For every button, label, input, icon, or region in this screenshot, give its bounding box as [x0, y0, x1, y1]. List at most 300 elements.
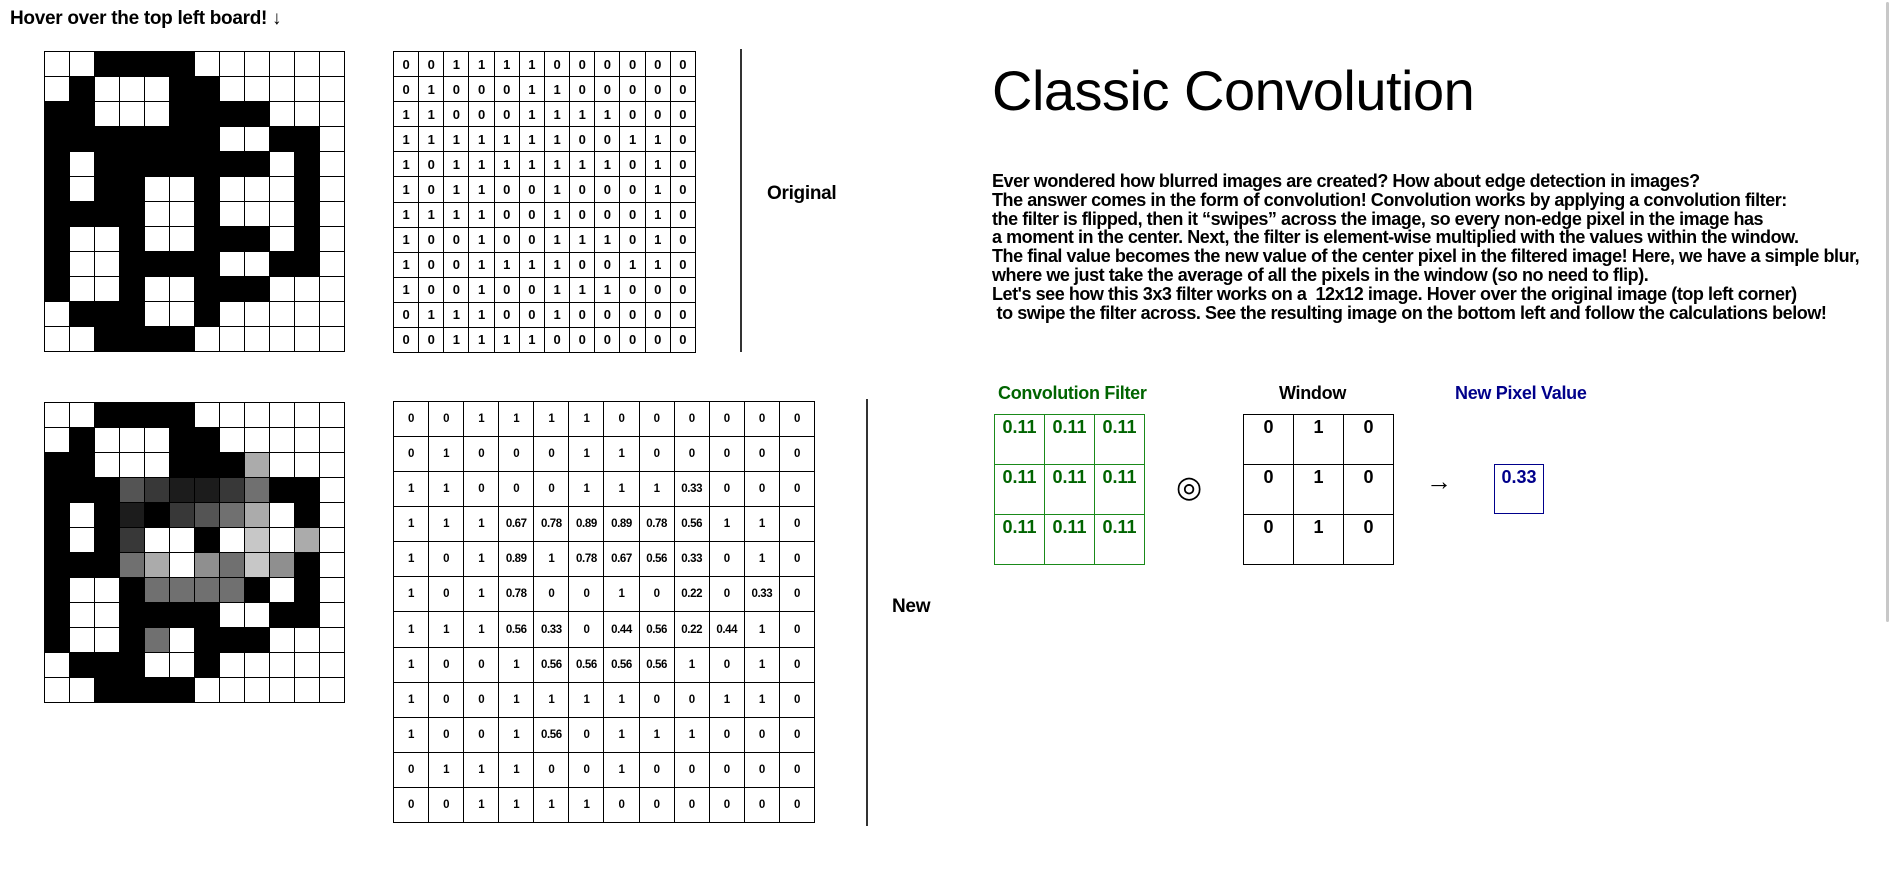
pixel-cell[interactable]: [220, 77, 245, 102]
pixel-cell: [120, 453, 145, 478]
value-cell: 1: [620, 127, 645, 152]
value-cell: 0: [570, 303, 595, 328]
divider-original: [740, 49, 742, 352]
window-cell: 0: [1344, 515, 1394, 565]
pixel-cell[interactable]: [170, 152, 195, 177]
pixel-cell[interactable]: [270, 102, 295, 127]
pixel-cell[interactable]: [120, 327, 145, 352]
pixel-cell[interactable]: [220, 177, 245, 202]
pixel-cell[interactable]: [70, 302, 95, 327]
pixel-cell: [195, 603, 220, 628]
pixel-cell[interactable]: [70, 127, 95, 152]
pixel-cell[interactable]: [145, 102, 170, 127]
pixel-cell[interactable]: [170, 252, 195, 277]
value-cell: 0: [640, 402, 675, 437]
pixel-cell[interactable]: [95, 77, 120, 102]
label-new: New: [892, 596, 931, 617]
pixel-cell: [95, 678, 120, 703]
pixel-cell[interactable]: [95, 202, 120, 227]
pixel-cell[interactable]: [45, 202, 70, 227]
value-cell: 1: [469, 228, 494, 253]
pixel-cell: [120, 478, 145, 503]
pixel-cell: [270, 478, 295, 503]
pixel-cell[interactable]: [120, 102, 145, 127]
pixel-cell[interactable]: [270, 202, 295, 227]
pixel-cell[interactable]: [245, 202, 270, 227]
pixel-cell[interactable]: [220, 302, 245, 327]
value-cell: 0: [464, 472, 499, 507]
pixel-cell: [195, 478, 220, 503]
pixel-cell[interactable]: [220, 52, 245, 77]
pixel-cell[interactable]: [245, 127, 270, 152]
value-cell: 0.78: [534, 507, 569, 542]
value-cell: 0: [419, 278, 444, 303]
value-cell: 0: [671, 77, 696, 102]
pixel-cell[interactable]: [245, 77, 270, 102]
pixel-cell[interactable]: [145, 127, 170, 152]
pixel-cell[interactable]: [45, 252, 70, 277]
pixel-cell[interactable]: [195, 127, 220, 152]
pixel-cell[interactable]: [195, 327, 220, 352]
value-cell: 0: [569, 753, 604, 788]
pixel-cell[interactable]: [45, 52, 70, 77]
pixel-cell: [295, 503, 320, 528]
pixel-cell[interactable]: [295, 302, 320, 327]
pixel-cell[interactable]: [45, 227, 70, 252]
pixel-cell[interactable]: [220, 252, 245, 277]
pixel-cell[interactable]: [195, 52, 220, 77]
pixel-cell: [320, 478, 345, 503]
value-cell: 0: [394, 52, 419, 77]
pixel-cell: [170, 603, 195, 628]
value-cell: 0.78: [640, 507, 675, 542]
value-cell: 0: [710, 788, 745, 823]
pixel-cell[interactable]: [195, 202, 220, 227]
filter-cell: 0.11: [995, 415, 1045, 465]
pixel-cell[interactable]: [320, 77, 345, 102]
pixel-cell[interactable]: [270, 252, 295, 277]
pixel-cell[interactable]: [95, 177, 120, 202]
value-cell: 0: [710, 542, 745, 577]
pixel-cell[interactable]: [270, 227, 295, 252]
pixel-cell[interactable]: [195, 77, 220, 102]
original-values-grid: [393, 51, 696, 353]
pixel-cell[interactable]: [270, 277, 295, 302]
pixel-cell[interactable]: [95, 152, 120, 177]
pixel-cell[interactable]: [145, 152, 170, 177]
pixel-cell[interactable]: [145, 302, 170, 327]
value-cell: 0: [534, 577, 569, 612]
pixel-cell[interactable]: [120, 152, 145, 177]
pixel-cell[interactable]: [70, 77, 95, 102]
pixel-cell[interactable]: [170, 127, 195, 152]
pixel-cell[interactable]: [195, 302, 220, 327]
pixel-cell: [270, 578, 295, 603]
pixel-cell[interactable]: [70, 177, 95, 202]
pixel-cell[interactable]: [270, 52, 295, 77]
value-cell: 1: [394, 542, 429, 577]
value-cell: 0: [671, 303, 696, 328]
value-cell: 1: [520, 127, 545, 152]
value-cell: 1: [595, 278, 620, 303]
value-cell: 1: [570, 102, 595, 127]
value-cell: 0: [394, 788, 429, 823]
pixel-cell[interactable]: [120, 177, 145, 202]
pixel-cell[interactable]: [295, 152, 320, 177]
pixel-cell: [220, 628, 245, 653]
pixel-cell[interactable]: [245, 327, 270, 352]
value-cell: 1: [394, 127, 419, 152]
pixel-cell[interactable]: [170, 202, 195, 227]
filtered-image-board: [44, 402, 345, 703]
value-cell: 1: [444, 52, 469, 77]
pixel-cell[interactable]: [295, 327, 320, 352]
pixel-cell[interactable]: [170, 52, 195, 77]
pixel-cell[interactable]: [295, 77, 320, 102]
value-cell: 1: [499, 788, 534, 823]
pixel-cell[interactable]: [220, 277, 245, 302]
pixel-cell: [120, 653, 145, 678]
value-cell: 1: [429, 507, 464, 542]
pixel-cell[interactable]: [245, 302, 270, 327]
pixel-cell: [45, 503, 70, 528]
pixel-cell: [145, 653, 170, 678]
pixel-cell[interactable]: [170, 327, 195, 352]
pixel-cell[interactable]: [245, 152, 270, 177]
pixel-cell[interactable]: [245, 277, 270, 302]
pixel-cell[interactable]: [245, 177, 270, 202]
pixel-cell[interactable]: [320, 277, 345, 302]
value-cell: 1: [675, 718, 710, 753]
value-cell: 0.56: [499, 612, 534, 647]
pixel-cell: [95, 403, 120, 428]
pixel-cell[interactable]: [120, 302, 145, 327]
pixel-cell[interactable]: [145, 202, 170, 227]
value-cell: 0.56: [534, 648, 569, 683]
pixel-cell: [295, 428, 320, 453]
value-cell: 0: [394, 437, 429, 472]
value-cell: 1: [545, 127, 570, 152]
pixel-cell[interactable]: [220, 102, 245, 127]
pixel-cell: [45, 403, 70, 428]
pixel-cell[interactable]: [170, 227, 195, 252]
pixel-cell[interactable]: [295, 227, 320, 252]
convolution-operator-icon: ◎: [1176, 471, 1203, 504]
value-cell: 1: [595, 152, 620, 177]
pixel-cell[interactable]: [320, 302, 345, 327]
value-cell: 0: [780, 577, 815, 612]
pixel-cell[interactable]: [320, 127, 345, 152]
pixel-cell: [170, 503, 195, 528]
pixel-cell[interactable]: [45, 177, 70, 202]
value-cell: 0: [429, 718, 464, 753]
pixel-cell: [120, 628, 145, 653]
value-cell: 1: [545, 177, 570, 202]
value-cell: 1: [394, 577, 429, 612]
value-cell: 1: [419, 127, 444, 152]
pixel-cell[interactable]: [95, 227, 120, 252]
value-cell: 0: [595, 203, 620, 228]
pixel-cell[interactable]: [45, 102, 70, 127]
pixel-cell[interactable]: [195, 252, 220, 277]
pixel-cell: [70, 553, 95, 578]
pixel-cell[interactable]: [195, 177, 220, 202]
pixel-cell[interactable]: [95, 102, 120, 127]
pixel-cell[interactable]: [295, 52, 320, 77]
pixel-cell[interactable]: [45, 302, 70, 327]
value-cell: 1: [604, 472, 639, 507]
pixel-cell[interactable]: [320, 102, 345, 127]
pixel-cell[interactable]: [245, 252, 270, 277]
pixel-cell: [270, 528, 295, 553]
pixel-cell[interactable]: [295, 177, 320, 202]
pixel-cell[interactable]: [295, 277, 320, 302]
value-cell: 0: [520, 228, 545, 253]
pixel-cell: [120, 403, 145, 428]
pixel-cell: [320, 428, 345, 453]
pixel-cell[interactable]: [170, 302, 195, 327]
window-matrix: [1243, 414, 1394, 565]
value-cell: 0: [745, 437, 780, 472]
pixel-cell[interactable]: [145, 252, 170, 277]
pixel-cell: [170, 553, 195, 578]
page-scrollbar[interactable]: [1882, 0, 1896, 875]
pixel-cell[interactable]: [145, 277, 170, 302]
value-cell: 1: [745, 683, 780, 718]
filter-cell: 0.11: [1045, 465, 1095, 515]
pixel-cell[interactable]: [120, 227, 145, 252]
divider-new: [866, 399, 868, 826]
pixel-cell[interactable]: [220, 152, 245, 177]
value-cell: 0: [429, 542, 464, 577]
value-cell: 0: [444, 77, 469, 102]
value-cell: 0.44: [710, 612, 745, 647]
value-cell: 0: [419, 177, 444, 202]
value-cell: 1: [710, 683, 745, 718]
pixel-cell: [120, 603, 145, 628]
pixel-cell[interactable]: [220, 227, 245, 252]
value-cell: 0: [710, 437, 745, 472]
pixel-cell[interactable]: [270, 327, 295, 352]
pixel-cell[interactable]: [320, 177, 345, 202]
value-cell: 0: [620, 77, 645, 102]
pixel-cell[interactable]: [95, 277, 120, 302]
description-line: a moment in the center. Next, the filter is element-wise multiplied with the values within the window.: [992, 227, 1799, 248]
value-cell: 0: [495, 203, 520, 228]
value-cell: 0.56: [675, 507, 710, 542]
pixel-cell[interactable]: [120, 52, 145, 77]
pixel-cell[interactable]: [170, 277, 195, 302]
pixel-cell: [320, 578, 345, 603]
value-cell: 0: [419, 152, 444, 177]
pixel-cell: [295, 478, 320, 503]
pixel-cell: [70, 478, 95, 503]
window-cell: 0: [1244, 515, 1294, 565]
pixel-cell[interactable]: [145, 77, 170, 102]
pixel-cell: [70, 403, 95, 428]
pixel-cell[interactable]: [295, 127, 320, 152]
pixel-cell[interactable]: [245, 227, 270, 252]
value-cell: 1: [444, 152, 469, 177]
value-cell: 0: [620, 177, 645, 202]
value-cell: 0: [710, 753, 745, 788]
pixel-cell: [145, 428, 170, 453]
pixel-cell[interactable]: [195, 102, 220, 127]
value-cell: 0: [444, 278, 469, 303]
value-cell: 0: [671, 328, 696, 353]
value-cell: 1: [545, 278, 570, 303]
value-cell: 0.56: [640, 648, 675, 683]
value-cell: 0: [620, 228, 645, 253]
pixel-cell[interactable]: [120, 202, 145, 227]
pixel-cell[interactable]: [195, 227, 220, 252]
pixel-cell[interactable]: [45, 127, 70, 152]
value-cell: 0: [675, 753, 710, 788]
pixel-cell[interactable]: [145, 227, 170, 252]
scrollbar-thumb[interactable]: [1886, 2, 1889, 622]
pixel-cell[interactable]: [320, 227, 345, 252]
pixel-cell[interactable]: [70, 52, 95, 77]
pixel-cell[interactable]: [70, 327, 95, 352]
pixel-cell: [270, 678, 295, 703]
value-cell: 1: [604, 718, 639, 753]
pixel-cell[interactable]: [120, 252, 145, 277]
pixel-cell[interactable]: [45, 152, 70, 177]
pixel-cell: [170, 653, 195, 678]
pixel-cell[interactable]: [145, 52, 170, 77]
value-cell: 0: [595, 303, 620, 328]
pixel-cell[interactable]: [320, 327, 345, 352]
pixel-cell[interactable]: [220, 202, 245, 227]
pixel-cell[interactable]: [270, 177, 295, 202]
pixel-cell[interactable]: [95, 52, 120, 77]
pixel-cell[interactable]: [45, 77, 70, 102]
pixel-cell: [145, 628, 170, 653]
value-cell: 1: [745, 542, 780, 577]
pixel-cell[interactable]: [195, 152, 220, 177]
pixel-cell: [270, 503, 295, 528]
value-cell: 0: [604, 788, 639, 823]
pixel-cell[interactable]: [320, 202, 345, 227]
window-cell: 0: [1344, 415, 1394, 465]
pixel-cell: [295, 528, 320, 553]
value-cell: 1: [646, 152, 671, 177]
pixel-cell[interactable]: [220, 327, 245, 352]
description-line: to swipe the filter across. See the resulting image on the bottom left and follow the calculations below!: [992, 302, 1827, 323]
value-cell: 1: [444, 328, 469, 353]
original-image-board[interactable]: [44, 51, 345, 352]
pixel-cell[interactable]: [245, 52, 270, 77]
pixel-cell[interactable]: [70, 252, 95, 277]
value-cell: 0.78: [569, 542, 604, 577]
value-cell: 1: [595, 102, 620, 127]
pixel-cell[interactable]: [295, 252, 320, 277]
pixel-cell[interactable]: [95, 252, 120, 277]
pixel-cell[interactable]: [70, 277, 95, 302]
window-cell: 0: [1344, 465, 1394, 515]
pixel-cell[interactable]: [120, 127, 145, 152]
pixel-cell: [95, 578, 120, 603]
pixel-cell[interactable]: [270, 152, 295, 177]
pixel-cell: [70, 528, 95, 553]
value-cell: 1: [495, 52, 520, 77]
pixel-cell[interactable]: [320, 52, 345, 77]
value-cell: 0: [595, 127, 620, 152]
value-cell: 0: [570, 203, 595, 228]
pixel-cell: [295, 578, 320, 603]
pixel-cell[interactable]: [95, 127, 120, 152]
pixel-cell: [245, 653, 270, 678]
pixel-cell: [320, 403, 345, 428]
value-cell: 1: [419, 303, 444, 328]
pixel-cell: [270, 553, 295, 578]
value-cell: 1: [570, 278, 595, 303]
value-cell: 0: [444, 228, 469, 253]
value-cell: 0: [429, 402, 464, 437]
pixel-cell[interactable]: [95, 327, 120, 352]
pixel-cell[interactable]: [170, 177, 195, 202]
value-cell: 0: [394, 753, 429, 788]
pixel-cell[interactable]: [70, 102, 95, 127]
value-cell: 1: [534, 542, 569, 577]
pixel-cell: [320, 553, 345, 578]
pixel-cell[interactable]: [70, 227, 95, 252]
pixel-cell[interactable]: [270, 77, 295, 102]
value-cell: 0.67: [499, 507, 534, 542]
pixel-cell[interactable]: [45, 277, 70, 302]
pixel-cell[interactable]: [245, 102, 270, 127]
value-cell: 1: [429, 753, 464, 788]
pixel-cell[interactable]: [170, 77, 195, 102]
value-cell: 1: [520, 152, 545, 177]
value-cell: 1: [745, 507, 780, 542]
value-cell: 0: [620, 52, 645, 77]
value-cell: 1: [745, 648, 780, 683]
pixel-cell[interactable]: [270, 127, 295, 152]
pixel-cell[interactable]: [120, 77, 145, 102]
value-cell: 1: [604, 577, 639, 612]
value-cell: 1: [469, 253, 494, 278]
pixel-cell[interactable]: [295, 202, 320, 227]
pixel-cell[interactable]: [145, 177, 170, 202]
value-cell: 1: [570, 228, 595, 253]
pixel-cell: [295, 653, 320, 678]
value-cell: 0: [499, 472, 534, 507]
pixel-cell[interactable]: [320, 252, 345, 277]
pixel-cell[interactable]: [120, 277, 145, 302]
pixel-cell[interactable]: [170, 102, 195, 127]
pixel-cell[interactable]: [320, 152, 345, 177]
pixel-cell: [170, 628, 195, 653]
pixel-cell[interactable]: [95, 302, 120, 327]
pixel-cell[interactable]: [70, 202, 95, 227]
pixel-cell[interactable]: [145, 327, 170, 352]
pixel-cell[interactable]: [45, 327, 70, 352]
pixel-cell: [45, 453, 70, 478]
value-cell: 0: [620, 203, 645, 228]
value-cell: 1: [394, 228, 419, 253]
pixel-cell[interactable]: [270, 302, 295, 327]
pixel-cell[interactable]: [295, 102, 320, 127]
pixel-cell: [45, 653, 70, 678]
value-cell: 0: [671, 278, 696, 303]
pixel-cell[interactable]: [220, 127, 245, 152]
label-original: Original: [767, 183, 837, 204]
pixel-cell[interactable]: [70, 152, 95, 177]
pixel-cell[interactable]: [195, 277, 220, 302]
value-cell: 1: [569, 437, 604, 472]
pixel-cell: [70, 428, 95, 453]
